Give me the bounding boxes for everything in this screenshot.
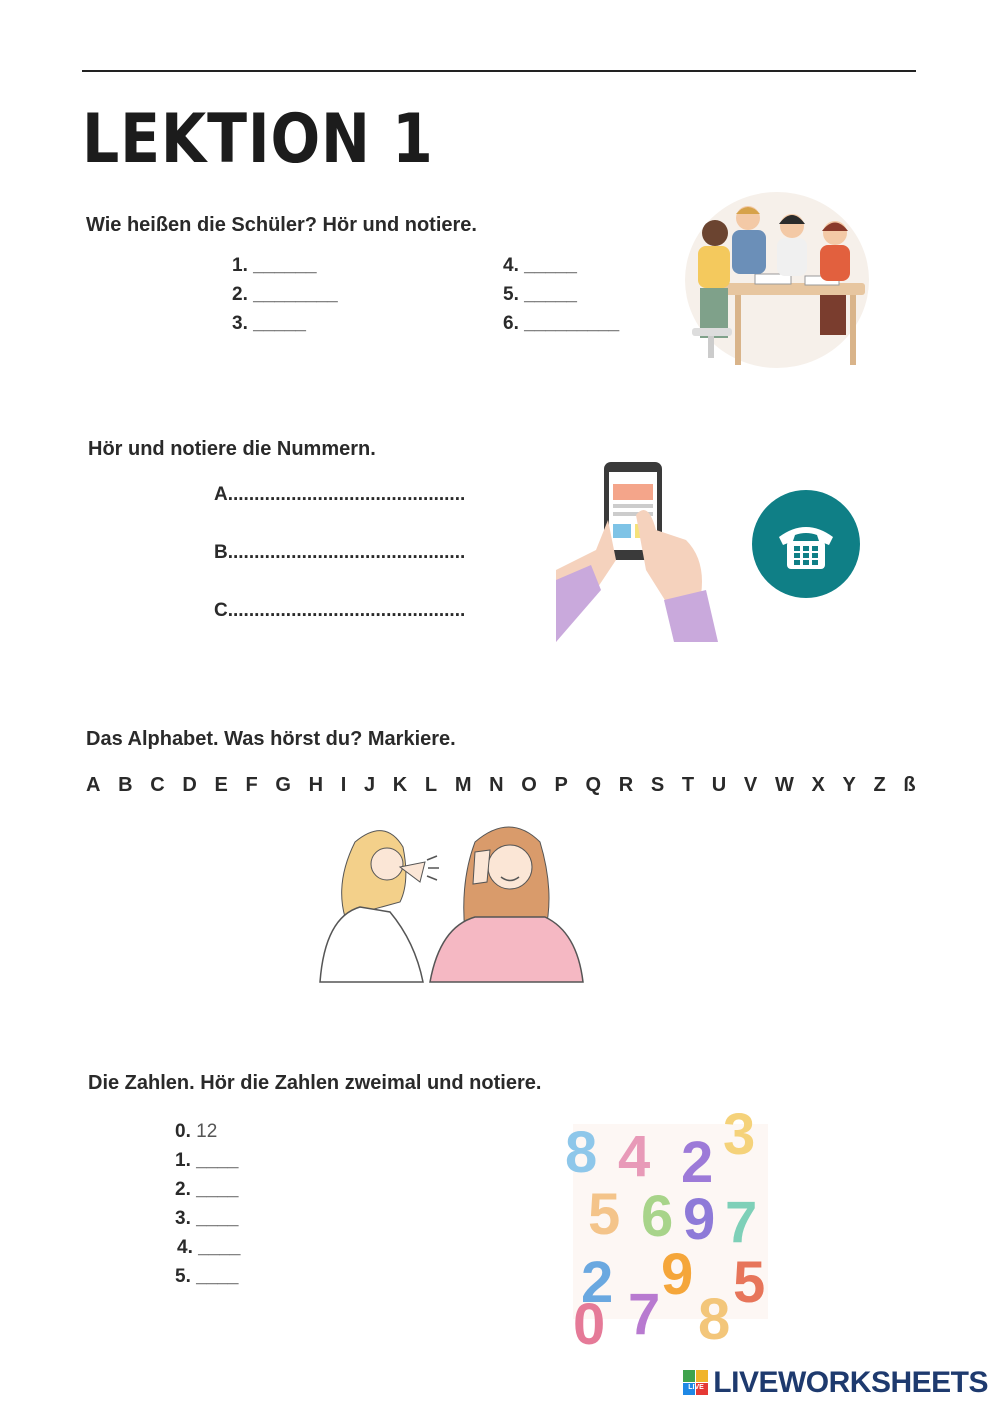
letter-d[interactable]: D — [182, 774, 197, 796]
svg-text:5: 5 — [733, 1250, 766, 1315]
whispering-women-illustration — [315, 822, 587, 984]
section2-question: Hör und notiere die Nummern. — [88, 438, 376, 460]
svg-text:2: 2 — [681, 1130, 714, 1195]
number-answer-c[interactable]: C............................................. — [214, 600, 466, 621]
number-answer-b[interactable]: B............................................. — [214, 542, 466, 563]
letter-eszett[interactable]: ß — [903, 774, 916, 796]
number-example — [175, 1121, 217, 1143]
student-answer-2[interactable]: 2. ________ — [232, 284, 338, 305]
letter-g[interactable]: G — [275, 774, 291, 796]
svg-text:8: 8 — [698, 1287, 731, 1352]
letter-b[interactable]: B — [118, 774, 133, 796]
liveworksheets-logo[interactable] — [683, 1366, 988, 1400]
letter-a[interactable]: A — [86, 774, 101, 796]
alphabet-row — [86, 774, 916, 797]
letter-r[interactable]: R — [618, 774, 634, 796]
number-answer-a[interactable]: A............................................. — [214, 484, 466, 505]
smartphone-hands-illustration — [556, 460, 718, 642]
svg-text:LIVE: LIVE — [688, 1384, 705, 1391]
numbers-answer-2[interactable]: 2. ____ — [175, 1179, 239, 1200]
letter-x[interactable]: X — [811, 774, 825, 796]
svg-text:7: 7 — [628, 1282, 661, 1347]
letter-e[interactable]: E — [214, 774, 228, 796]
liveworksheets-badge-icon — [683, 1370, 709, 1396]
svg-text:0: 0 — [573, 1292, 606, 1357]
student-answer-3[interactable]: 3. _____ — [232, 313, 306, 334]
svg-text:7: 7 — [725, 1190, 758, 1255]
letter-h[interactable]: H — [308, 774, 324, 796]
student-answer-4[interactable]: 4. _____ — [503, 255, 577, 276]
letter-v[interactable]: V — [743, 774, 758, 796]
liveworksheets-brand: LIVEWORKSHEETS — [713, 1366, 988, 1399]
svg-text:6: 6 — [641, 1184, 674, 1249]
section1-question: Wie heißen die Schüler? Hör und notiere. — [86, 214, 477, 236]
letter-p[interactable]: P — [554, 774, 568, 796]
student-answer-5[interactable]: 5. _____ — [503, 284, 577, 305]
svg-text:9: 9 — [683, 1187, 716, 1252]
letter-t[interactable]: T — [681, 774, 695, 796]
numbers-answer-1[interactable]: 1. ____ — [175, 1150, 239, 1171]
colorful-numbers-illustration — [565, 1102, 768, 1357]
section4-question: Die Zahlen. Hör die Zahlen zweimal und notiere. — [88, 1072, 542, 1094]
letter-z[interactable]: Z — [873, 774, 886, 796]
letter-n[interactable]: N — [489, 774, 504, 796]
letter-l[interactable]: L — [424, 774, 438, 796]
svg-text:8: 8 — [565, 1120, 598, 1185]
numbers-answer-5[interactable]: 5. ____ — [175, 1266, 239, 1287]
letter-j[interactable]: J — [364, 774, 376, 796]
letter-y[interactable]: Y — [842, 774, 856, 796]
svg-text:5: 5 — [588, 1182, 621, 1247]
svg-text:2: 2 — [581, 1250, 614, 1315]
page-title: LEKTION 1 — [82, 100, 434, 179]
example-answer: 12 — [196, 1121, 218, 1142]
letter-u[interactable]: U — [711, 774, 727, 796]
svg-text:9: 9 — [661, 1242, 694, 1307]
letter-m[interactable]: M — [454, 774, 472, 796]
svg-text:3: 3 — [723, 1102, 756, 1167]
numbers-answer-3[interactable]: 3. ____ — [175, 1208, 239, 1229]
letter-f[interactable]: F — [245, 774, 258, 796]
top-rule — [82, 70, 916, 72]
svg-text:4: 4 — [618, 1124, 651, 1189]
letter-w[interactable]: W — [774, 774, 794, 796]
student-answer-6[interactable]: 6. _________ — [503, 313, 620, 334]
students-at-table-illustration — [680, 188, 875, 378]
letter-i[interactable]: I — [340, 774, 347, 796]
letter-c[interactable]: C — [150, 774, 165, 796]
section3-question: Das Alphabet. Was hörst du? Markiere. — [86, 728, 456, 750]
example-label: 0. — [175, 1121, 191, 1142]
letter-k[interactable]: K — [392, 774, 408, 796]
letter-s[interactable]: S — [650, 774, 665, 796]
numbers-answer-4[interactable]: 4. ____ — [177, 1237, 241, 1258]
student-answer-1[interactable]: 1. ______ — [232, 255, 317, 276]
letter-q[interactable]: Q — [585, 774, 602, 796]
telephone-icon — [751, 489, 861, 599]
letter-o[interactable]: O — [521, 774, 537, 796]
